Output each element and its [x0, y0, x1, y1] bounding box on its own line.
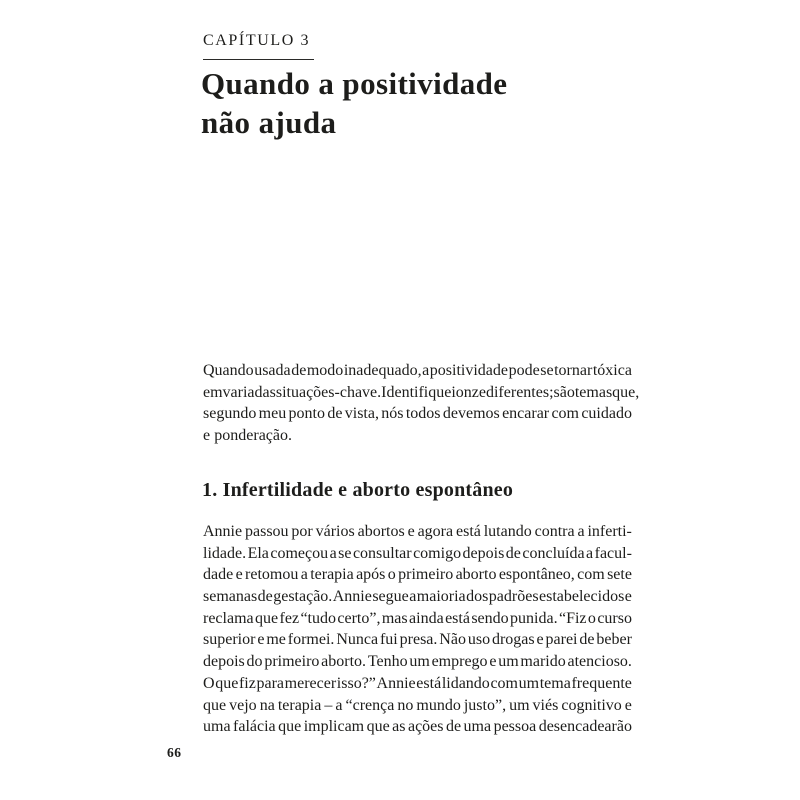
body-line: dade e retomou a terapia após o primeiro aborto espontâneo, com sete — [203, 566, 632, 584]
chapter-title-line-2: não ajuda — [201, 105, 337, 140]
body-line: depois do primeiro aborto. Tenho um emprego e um marido atencioso. — [203, 653, 632, 671]
intro-line: Quando usada de modo inadequado, a positividade pode se tornar tóxica — [203, 362, 632, 379]
section-heading: 1. Infertilidade e aborto espontâneo — [202, 479, 514, 501]
intro-line: segundo meu ponto de vista, nós todos devemos encarar com cuidado — [203, 405, 632, 423]
chapter-title-line-1: Quando a positividade — [201, 66, 508, 101]
intro-line: em variadas situações-chave. Identifiquei onze diferentes; são temas que, — [203, 383, 640, 401]
body-paragraph — [203, 521, 632, 738]
body-line: reclama que fez “tudo certo”, mas ainda está sendo punida. “Fiz o curso — [203, 609, 632, 627]
body-line: uma falácia que implicam que as ações de uma pessoa desencadearão — [203, 718, 632, 736]
chapter-kicker: CAPÍTULO 3 — [203, 31, 314, 60]
intro-paragraph — [203, 360, 640, 447]
body-line: O que fiz para merecer isso?” Annie está lidando com um tema frequente — [203, 674, 632, 692]
body-line: Annie passou por vários abortos e agora está lutando contra a inferti- — [203, 523, 632, 540]
body-line: que vejo na terapia – a “crença no mundo justo”, um viés cognitivo e — [203, 696, 632, 714]
body-line: lidade. Ela começou a se consultar comigo depois de concluída a facul- — [203, 544, 632, 562]
chapter-title — [201, 64, 507, 142]
page-number: 66 — [167, 745, 182, 760]
body-line: superior e me formei. Nunca fui presa. Não uso drogas e parei de beber — [203, 631, 632, 649]
intro-line: e ponderação. — [203, 427, 292, 445]
body-line: semanas de gestação. Annie segue a maioria dos padrões estabelecidos e — [203, 588, 632, 606]
